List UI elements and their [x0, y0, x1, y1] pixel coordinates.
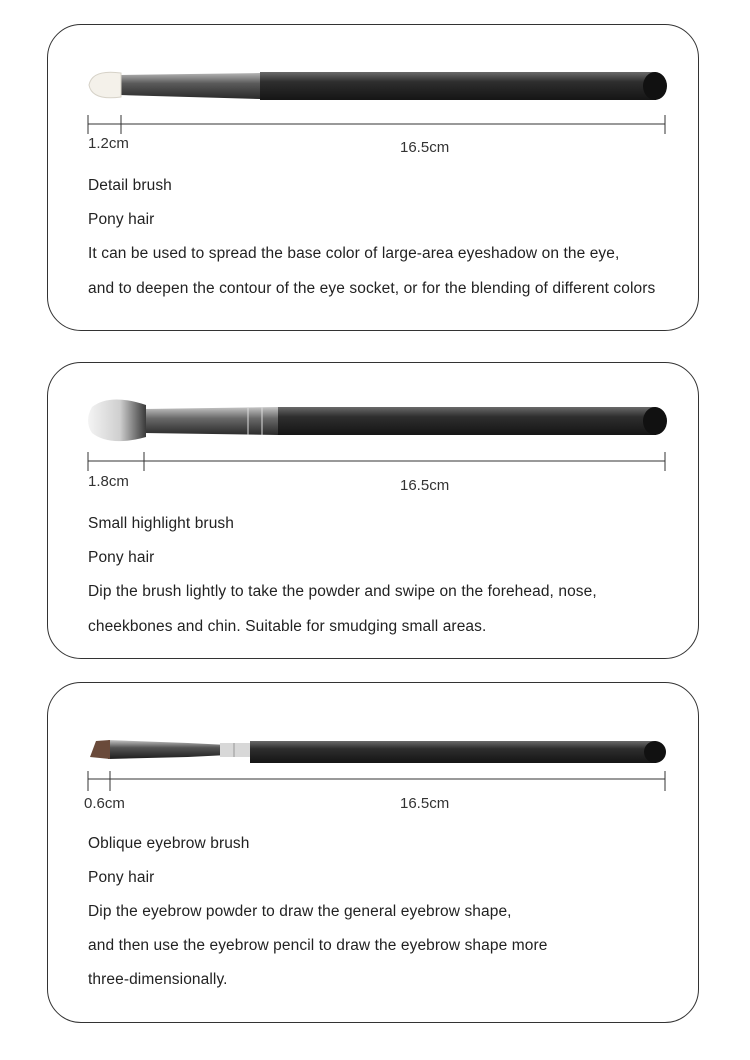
brush-material: Pony hair: [88, 549, 155, 566]
brush-description-line2: and to deepen the contour of the eye socket, or for the blending of different colors: [88, 280, 656, 297]
total-length-label: 16.5cm: [400, 477, 450, 494]
brush-material: Pony hair: [88, 211, 155, 228]
total-length-label: 16.5cm: [400, 795, 450, 812]
dimension-line: [48, 683, 700, 823]
brush-description-line1: It can be used to spread the base color of large-area eyeshadow on the eye,: [88, 245, 620, 262]
brush-material: Pony hair: [88, 869, 155, 886]
head-size-label: 0.6cm: [84, 795, 125, 812]
brush-description-line3: three-dimensionally.: [88, 971, 228, 988]
head-size-label: 1.8cm: [88, 473, 129, 490]
brush-name: Oblique eyebrow brush: [88, 835, 250, 852]
brush-name: Detail brush: [88, 177, 172, 194]
head-size-label: 1.2cm: [88, 135, 129, 152]
brush-description-line1: Dip the brush lightly to take the powder and swipe on the forehead, nose,: [88, 583, 597, 600]
brush-description-line1: Dip the eyebrow powder to draw the general eyebrow shape,: [88, 903, 512, 920]
brush-card-detail: [47, 24, 699, 331]
brush-description-line2: and then use the eyebrow pencil to draw the eyebrow shape more: [88, 937, 548, 954]
brush-name: Small highlight brush: [88, 515, 234, 532]
dimension-line: [48, 363, 700, 503]
brush-card-oblique: [47, 682, 699, 1023]
brush-description-line2: cheekbones and chin. Suitable for smudging small areas.: [88, 618, 487, 635]
total-length-label: 16.5cm: [400, 139, 450, 156]
brush-card-highlight: [47, 362, 699, 659]
dimension-line: [48, 25, 700, 165]
